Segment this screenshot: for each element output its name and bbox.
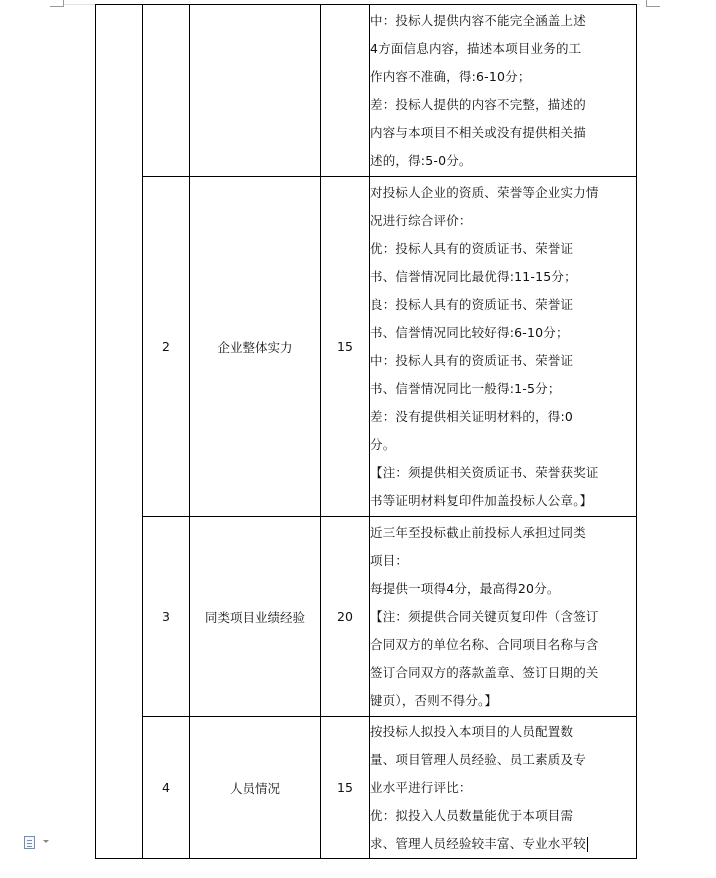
criteria-line: 差：投标人提供的内容不完整，描述的 (370, 96, 586, 112)
criteria-line: 业水平进行评比： (370, 779, 472, 795)
criteria-line: 优：拟投入人员数量能优于本项目需 (370, 807, 574, 823)
criteria-line: 近三年至投标截止前投标人承担过同类 (370, 524, 586, 540)
table-row (96, 177, 637, 517)
item-name-cell (190, 5, 321, 177)
criteria-line: 书、信誉情况同比较好得:6-10分； (370, 324, 569, 340)
page-corner-mark-left (50, 0, 64, 7)
item-name-cell: 企业整体实力 (190, 177, 321, 517)
max-score-cell: 20 (321, 517, 370, 717)
criteria-line: 项目： (370, 552, 409, 568)
row-number-cell: 4 (143, 717, 190, 859)
max-score-cell: 15 (321, 177, 370, 517)
criteria-line: 书、信誉情况同比一般得:1-5分； (370, 380, 561, 396)
row-number-cell (143, 5, 190, 177)
criteria-line: 【注：须提供合同关键页复印件（含签订 (370, 608, 599, 624)
criteria-line: 中：投标人提供内容不能完全涵盖上述 (370, 12, 586, 28)
document-icon[interactable] (24, 836, 35, 849)
criteria-line: 量、项目管理人员经验、员工素质及专 (370, 751, 586, 767)
item-name-cell: 同类项目业绩经验 (190, 517, 321, 717)
criteria-line (370, 830, 636, 858)
criteria-line: 况进行综合评价： (370, 212, 472, 228)
criteria-line: 良：投标人具有的资质证书、荣誉证 (370, 296, 574, 312)
criteria-line: 书等证明材料复印件加盖投标人公章。】 (370, 492, 593, 508)
criteria-line-text: 求、管理人员经验较丰富、专业水平较 (370, 835, 586, 851)
criteria-line: 书、信誉情况同比最优得:11-15分； (370, 268, 577, 284)
criteria-line: 内容与本项目不相关或没有提供相关描 (370, 124, 586, 140)
criteria-line: 述的，得:5-0分。 (370, 152, 472, 168)
criteria-line: 键页），否则不得分。】 (370, 692, 498, 708)
scoring-table (95, 4, 637, 859)
criteria-line: 差：没有提供相关证明材料的，得:0 (370, 408, 574, 424)
table-row (96, 717, 637, 859)
criteria-line: 每提供一项得4分，最高得20分。 (370, 580, 560, 596)
criteria-line: 按投标人拟投入本项目的人员配置数 (370, 723, 574, 739)
criteria-line: 作内容不准确，得:6-10分； (370, 68, 531, 84)
criteria-line: 【注：须提供相关资质证书、荣誉获奖证 (370, 464, 599, 480)
criteria-cell[interactable] (370, 5, 637, 177)
criteria-line: 对投标人企业的资质、荣誉等企业实力情 (370, 184, 599, 200)
criteria-cell[interactable] (370, 517, 637, 717)
table-row (96, 517, 637, 717)
criteria-line: 优：投标人具有的资质证书、荣誉证 (370, 240, 574, 256)
criteria-line: 4方面信息内容，描述本项目业务的工 (370, 40, 582, 56)
text-cursor (587, 837, 588, 852)
row-number-cell: 3 (143, 517, 190, 717)
max-score-cell: 15 (321, 717, 370, 859)
category-cell (96, 5, 143, 859)
table-row (96, 5, 637, 177)
criteria-line: 签订合同双方的落款盖章、签订日期的关 (370, 664, 599, 680)
item-name-cell: 人员情况 (190, 717, 321, 859)
criteria-line: 中：投标人具有的资质证书、荣誉证 (370, 352, 574, 368)
criteria-cell[interactable] (370, 717, 637, 859)
criteria-cell[interactable] (370, 177, 637, 517)
criteria-line: 合同双方的单位名称、合同项目名称与含 (370, 636, 599, 652)
caret-down-icon[interactable] (43, 840, 49, 843)
criteria-line: 分。 (370, 436, 396, 452)
page-corner-mark-right (646, 0, 660, 7)
row-number-cell: 2 (143, 177, 190, 517)
max-score-cell (321, 5, 370, 177)
